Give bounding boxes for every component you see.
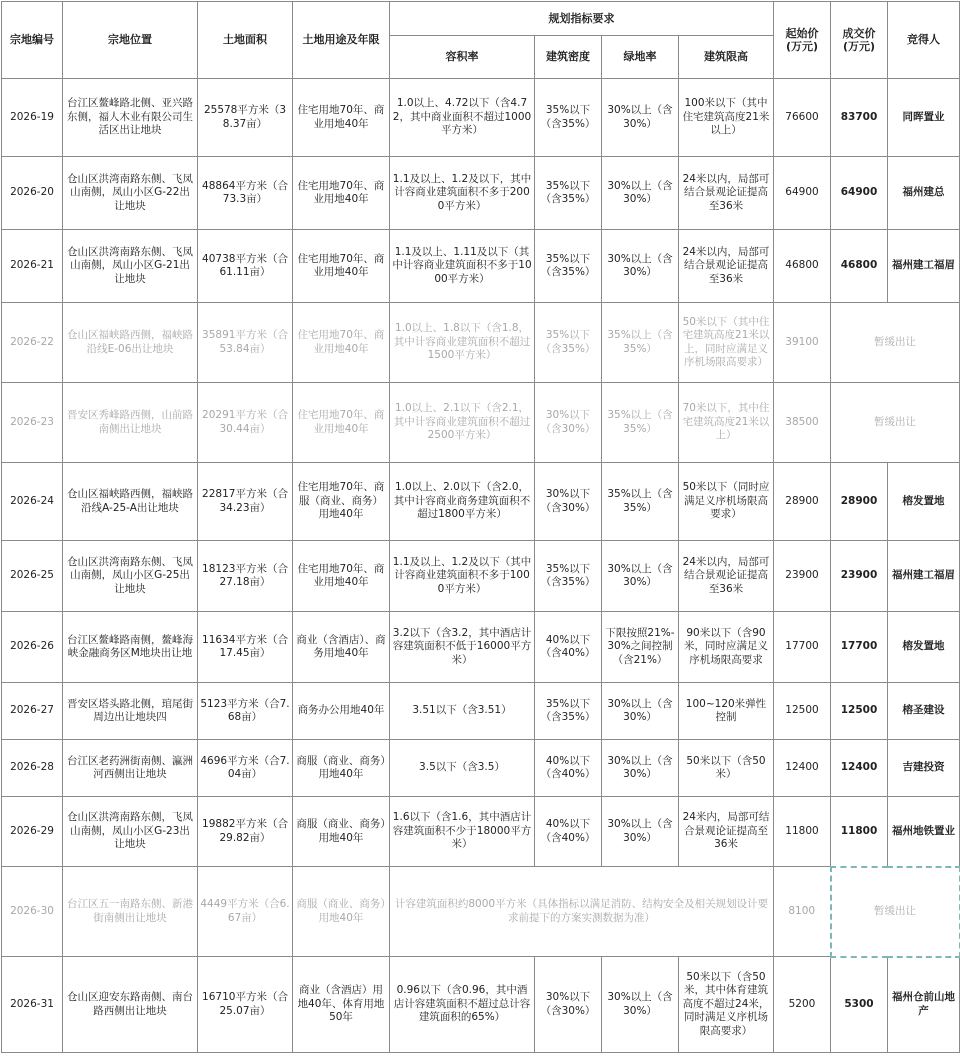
cell-area: 5123平方米（合7.68亩） bbox=[198, 683, 293, 740]
cell-density: 35%以下（含35%） bbox=[535, 541, 602, 612]
cell-start-price: 5200 bbox=[774, 957, 831, 1053]
cell-density: 35%以下（含35%） bbox=[535, 79, 602, 157]
cell-density: 40%以下（含40%） bbox=[535, 797, 602, 867]
header-location: 宗地位置 bbox=[63, 2, 198, 79]
cell-height: 50米以下（含50米，其中体育建筑高度不超过24米，同时满足义序机场限高要求） bbox=[679, 957, 774, 1053]
cell-start-price: 23900 bbox=[774, 541, 831, 612]
cell-deal-price: 46800 bbox=[831, 230, 888, 303]
cell-start-price: 39100 bbox=[774, 303, 831, 383]
cell-id: 2026-22 bbox=[2, 303, 63, 383]
cell-deal-price: 28900 bbox=[831, 463, 888, 541]
cell-deal-status: 暂缓出让 bbox=[831, 383, 960, 463]
cell-density: 35%以下（含35%） bbox=[535, 230, 602, 303]
cell-deal-price: 12400 bbox=[831, 740, 888, 797]
cell-area: 48864平方米（合73.3亩） bbox=[198, 157, 293, 230]
cell-area: 19882平方米（合29.82亩） bbox=[198, 797, 293, 867]
cell-height: 50米以下（同时应满足义序机场限高要求） bbox=[679, 463, 774, 541]
cell-location: 仓山区洪湾南路东侧、飞凤山南侧，凤山小区G-22出让地块 bbox=[63, 157, 198, 230]
cell-id: 2026-23 bbox=[2, 383, 63, 463]
table-row bbox=[2, 303, 960, 383]
cell-far: 1.1及以上、1.2及以下（其中计容商业建筑面积不多于1000平方米） bbox=[390, 541, 535, 612]
cell-id: 2026-30 bbox=[2, 867, 63, 957]
cell-start-price: 17700 bbox=[774, 612, 831, 683]
cell-deal-price: 17700 bbox=[831, 612, 888, 683]
cell-density: 35%以下（含35%） bbox=[535, 157, 602, 230]
cell-height: 100~120米弹性控制 bbox=[679, 683, 774, 740]
cell-far: 1.6以下（含1.6，其中酒店计容建筑面积不少于18000平方米） bbox=[390, 797, 535, 867]
cell-area: 25578平方米（38.37亩） bbox=[198, 79, 293, 157]
cell-density: 40%以下（含40%） bbox=[535, 740, 602, 797]
cell-location: 台江区五一南路东侧、新港街南侧出让地块 bbox=[63, 867, 198, 957]
cell-far: 3.2以下（含3.2，其中酒店计容建筑面积不低于16000平方米） bbox=[390, 612, 535, 683]
cell-area: 4449平方米（合6.67亩） bbox=[198, 867, 293, 957]
cell-deal-price: 11800 bbox=[831, 797, 888, 867]
cell-use: 商服（商业、商务）用地40年 bbox=[293, 740, 390, 797]
cell-bidder: 同晖置业 bbox=[888, 79, 960, 157]
cell-height: 50米以下（其中住宅建筑高度21米以上，同时应满足义序机场限高要求） bbox=[679, 303, 774, 383]
cell-far: 1.1及以上、1.11及以下（其中计容商业建筑面积不多于1000平方米） bbox=[390, 230, 535, 303]
cell-use: 商业（含酒店）用地40年、体育用地50年 bbox=[293, 957, 390, 1053]
cell-density: 40%以下（含40%） bbox=[535, 612, 602, 683]
cell-bidder: 福州仓前山地产 bbox=[888, 957, 960, 1053]
cell-id: 2026-27 bbox=[2, 683, 63, 740]
cell-height: 24米以内，局部可结合景观论证提高至36米 bbox=[679, 157, 774, 230]
cell-id: 2026-19 bbox=[2, 79, 63, 157]
cell-green: 30%以上（含30%） bbox=[602, 541, 679, 612]
table-row bbox=[2, 383, 960, 463]
cell-far: 3.5以下（含3.5） bbox=[390, 740, 535, 797]
table-row bbox=[2, 541, 960, 612]
cell-use: 商务办公用地40年 bbox=[293, 683, 390, 740]
header-height: 建筑限高 bbox=[679, 36, 774, 79]
cell-green: 30%以上（含30%） bbox=[602, 157, 679, 230]
header-start-price: 起始价 (万元) bbox=[774, 2, 831, 79]
cell-far: 1.0以上、1.8以下（含1.8，其中计容商业建筑面积不超过1500平方米） bbox=[390, 303, 535, 383]
cell-bidder: 福州建工福眉 bbox=[888, 230, 960, 303]
cell-id: 2026-28 bbox=[2, 740, 63, 797]
header-area: 土地面积 bbox=[198, 2, 293, 79]
cell-use: 住宅用地70年、商业用地40年 bbox=[293, 157, 390, 230]
table-row bbox=[2, 463, 960, 541]
cell-start-price: 76600 bbox=[774, 79, 831, 157]
cell-id: 2026-21 bbox=[2, 230, 63, 303]
cell-use: 住宅用地70年、商业用地40年 bbox=[293, 303, 390, 383]
cell-start-price: 12500 bbox=[774, 683, 831, 740]
table-row bbox=[2, 683, 960, 740]
cell-green: 30%以上（含30%） bbox=[602, 740, 679, 797]
cell-location: 台江区老药洲街南侧、瀛洲河西侧出让地块 bbox=[63, 740, 198, 797]
cell-deal-price: 83700 bbox=[831, 79, 888, 157]
cell-start-price: 64900 bbox=[774, 157, 831, 230]
cell-area: 40738平方米（合61.11亩） bbox=[198, 230, 293, 303]
cell-bidder: 榕发置地 bbox=[888, 463, 960, 541]
table-row bbox=[2, 957, 960, 1053]
cell-bidder: 福州建工福眉 bbox=[888, 541, 960, 612]
cell-green: 30%以上（含30%） bbox=[602, 79, 679, 157]
cell-height: 50米以下（含50米） bbox=[679, 740, 774, 797]
cell-area: 35891平方米（合53.84亩） bbox=[198, 303, 293, 383]
cell-far: 1.0以上、2.0以下（含2.0，其中计容商业商务建筑面积不超过1800平方米） bbox=[390, 463, 535, 541]
land-auction-table bbox=[1, 1, 960, 1053]
cell-start-price: 12400 bbox=[774, 740, 831, 797]
table-body bbox=[2, 79, 960, 1053]
cell-use: 住宅用地70年、商服（商业、商务）用地40年 bbox=[293, 463, 390, 541]
cell-start-price: 46800 bbox=[774, 230, 831, 303]
cell-location: 台江区鳌峰路南侧，鳌峰海峡金融商务区M地块出让地 bbox=[63, 612, 198, 683]
cell-density: 30%以下（含30%） bbox=[535, 463, 602, 541]
cell-height: 24米以内，局部可结合景观论证提高至36米 bbox=[679, 230, 774, 303]
cell-density: 30%以下（含30%） bbox=[535, 957, 602, 1053]
header-far: 容积率 bbox=[390, 36, 535, 79]
cell-area: 20291平方米（合30.44亩） bbox=[198, 383, 293, 463]
cell-id: 2026-20 bbox=[2, 157, 63, 230]
cell-height: 70米以下，其中住宅建筑高度21米以上） bbox=[679, 383, 774, 463]
cell-location: 仓山区洪湾南路东侧、飞凤山南侧，凤山小区G-21出让地块 bbox=[63, 230, 198, 303]
cell-location: 晋安区秀峰路西侧，山前路南侧出让地块 bbox=[63, 383, 198, 463]
cell-start-price: 38500 bbox=[774, 383, 831, 463]
cell-far: 0.96以下（含0.96，其中酒店计容建筑面积不超过总计容建筑面积的65%） bbox=[390, 957, 535, 1053]
cell-start-price: 11800 bbox=[774, 797, 831, 867]
table-row bbox=[2, 740, 960, 797]
cell-location: 仓山区洪湾南路东侧、飞凤山南侧，凤山小区G-25出让地块 bbox=[63, 541, 198, 612]
header-planning: 规划指标要求 bbox=[390, 2, 774, 36]
table-row bbox=[2, 867, 960, 957]
table-row bbox=[2, 612, 960, 683]
cell-id: 2026-26 bbox=[2, 612, 63, 683]
cell-density: 35%以下（含35%） bbox=[535, 683, 602, 740]
cell-height: 24米以内，局部可结合景观论证提高至36米 bbox=[679, 541, 774, 612]
cell-location: 仓山区福峡路西侧，福峡路沿线E-06出让地块 bbox=[63, 303, 198, 383]
cell-use: 商服（商业、商务）用地40年 bbox=[293, 867, 390, 957]
cell-density: 35%以下（含35%） bbox=[535, 303, 602, 383]
cell-green: 35%以上（含35%） bbox=[602, 303, 679, 383]
cell-id: 2026-25 bbox=[2, 541, 63, 612]
cell-far: 1.0以上、2.1以下（含2.1，其中计容商业建筑面积不超过2500平方米） bbox=[390, 383, 535, 463]
cell-area: 22817平方米（合34.23亩） bbox=[198, 463, 293, 541]
header-green: 绿地率 bbox=[602, 36, 679, 79]
cell-use: 住宅用地70年、商业用地40年 bbox=[293, 541, 390, 612]
cell-green: 35%以上（含35%） bbox=[602, 383, 679, 463]
table-row bbox=[2, 797, 960, 867]
cell-deal-price: 12500 bbox=[831, 683, 888, 740]
cell-use: 住宅用地70年、商业用地40年 bbox=[293, 230, 390, 303]
cell-use: 住宅用地70年、商业用地40年 bbox=[293, 383, 390, 463]
cell-location: 晋安区塔头路北侧，琯尾街周边出让地块四 bbox=[63, 683, 198, 740]
cell-deal-price: 64900 bbox=[831, 157, 888, 230]
cell-green: 30%以上（含30%） bbox=[602, 683, 679, 740]
cell-height: 90米以下（含90米，同时应满足义序机场限高要求 bbox=[679, 612, 774, 683]
cell-bidder: 吉建投资 bbox=[888, 740, 960, 797]
table-row bbox=[2, 79, 960, 157]
table-row bbox=[2, 157, 960, 230]
cell-far: 1.0以上、4.72以下（含4.72，其中商业面积不超过1000平方米） bbox=[390, 79, 535, 157]
header-deal-price: 成交价 (万元) bbox=[831, 2, 888, 79]
cell-id: 2026-31 bbox=[2, 957, 63, 1053]
cell-far: 3.51以下（含3.51） bbox=[390, 683, 535, 740]
cell-bidder: 榕圣建设 bbox=[888, 683, 960, 740]
cell-area: 18123平方米（合27.18亩） bbox=[198, 541, 293, 612]
cell-area: 16710平方米（合25.07亩） bbox=[198, 957, 293, 1053]
cell-id: 2026-29 bbox=[2, 797, 63, 867]
cell-use: 住宅用地70年、商业用地40年 bbox=[293, 79, 390, 157]
cell-deal-status: 暂缓出让 bbox=[831, 867, 960, 957]
cell-green: 30%以上（含30%） bbox=[602, 230, 679, 303]
cell-height: 100米以下（其中住宅建筑高度21米以上） bbox=[679, 79, 774, 157]
cell-far: 1.1及以上、1.2及以下，其中计容商业建筑面积不多于2000平方米） bbox=[390, 157, 535, 230]
cell-location: 仓山区洪湾南路东侧，飞凤山南侧，凤山小区G-23出让地块 bbox=[63, 797, 198, 867]
cell-density: 30%以下（含30%） bbox=[535, 383, 602, 463]
cell-area: 11634平方米（合17.45亩） bbox=[198, 612, 293, 683]
header-bidder: 竞得人 bbox=[888, 2, 960, 79]
cell-green: 下限按照21%-30%之间控制（含21%） bbox=[602, 612, 679, 683]
cell-bidder: 福州建总 bbox=[888, 157, 960, 230]
cell-deal-status: 暂缓出让 bbox=[831, 303, 960, 383]
cell-location: 仓山区迎安东路南侧、南台路西侧出让地块 bbox=[63, 957, 198, 1053]
cell-id: 2026-24 bbox=[2, 463, 63, 541]
cell-location: 仓山区福峡路西侧，福峡路沿线A-25-A出让地块 bbox=[63, 463, 198, 541]
cell-use: 商服（商业、商务）用地40年 bbox=[293, 797, 390, 867]
table-row bbox=[2, 230, 960, 303]
cell-deal-price: 5300 bbox=[831, 957, 888, 1053]
cell-bidder: 福州地铁置业 bbox=[888, 797, 960, 867]
cell-start-price: 28900 bbox=[774, 463, 831, 541]
header-density: 建筑密度 bbox=[535, 36, 602, 79]
cell-location: 台江区鳌峰路北侧、亚兴路东侧，福人木业有限公司生活区出让地块 bbox=[63, 79, 198, 157]
cell-start-price: 8100 bbox=[774, 867, 831, 957]
cell-planning-merged: 计容建筑面积约8000平方米（具体指标以满足消防、结构安全及相关规划设计要求前提下的方案实测数据为准） bbox=[390, 867, 774, 957]
cell-use: 商业（含酒店）、商务用地40年 bbox=[293, 612, 390, 683]
cell-area: 4696平方米（合7.04亩） bbox=[198, 740, 293, 797]
cell-height: 24米内，局部可结合景观论证提高至36米 bbox=[679, 797, 774, 867]
cell-bidder: 榕发置地 bbox=[888, 612, 960, 683]
header-use: 土地用途及年限 bbox=[293, 2, 390, 79]
cell-green: 30%以上（含30%） bbox=[602, 957, 679, 1053]
cell-deal-price: 23900 bbox=[831, 541, 888, 612]
cell-green: 30%以上（含30%） bbox=[602, 797, 679, 867]
cell-green: 35%以上（含35%） bbox=[602, 463, 679, 541]
header-id: 宗地编号 bbox=[2, 2, 63, 79]
